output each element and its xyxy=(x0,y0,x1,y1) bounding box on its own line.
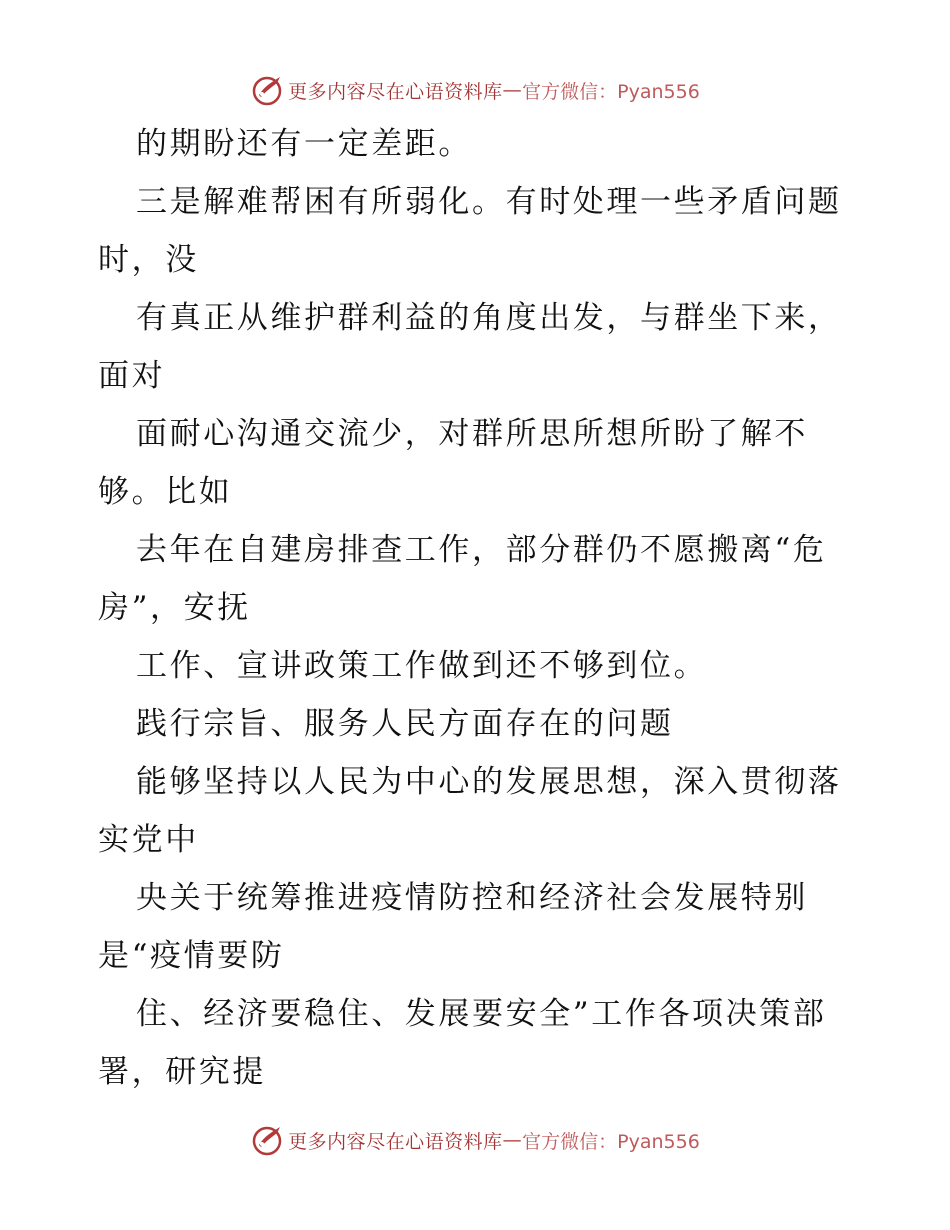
text-line: 面耐心沟通交流少，对群所思所想所盼了解不 xyxy=(136,416,808,452)
text-line: 工作、宣讲政策工作做到还不够到位。 xyxy=(136,648,708,684)
watermark-footer xyxy=(0,1120,950,1160)
text-line: 有真正从维护群利益的角度出发，与群坐下来， xyxy=(136,300,842,336)
text-line: 是“疫情要防 xyxy=(98,938,285,974)
text-line: 能够坚持以人民为中心的发展思想，深入贯彻落 xyxy=(136,764,842,800)
text-line: 房”，安抚 xyxy=(98,590,251,626)
watermark-site-text: 更多内容尽在心语资料库 xyxy=(288,1130,503,1153)
watermark-wechat-text: 官方微信：Pyan556 xyxy=(522,1130,700,1153)
text-line: 央关于统筹推进疫情防控和经济社会发展特别 xyxy=(136,880,808,916)
document-body xyxy=(98,115,858,1101)
text-line: 的期盼还有一定差距。 xyxy=(136,126,472,162)
watermark-header xyxy=(0,70,950,110)
text-line: 够。比如 xyxy=(98,474,233,510)
text-line: 住、经济要稳住、发展要安全”工作各项决策部 xyxy=(136,996,827,1032)
text-line: 面对 xyxy=(98,358,166,394)
pen-logo-icon xyxy=(250,1123,284,1157)
watermark-dash: — xyxy=(502,1129,523,1151)
text-line: 时，没 xyxy=(98,242,199,278)
text-line: 践行宗旨、服务人民方面存在的问题 xyxy=(136,706,674,742)
watermark-dash: — xyxy=(502,79,523,101)
watermark-wechat-text: 官方微信：Pyan556 xyxy=(522,80,700,103)
text-line: 署，研究提 xyxy=(98,1054,266,1090)
text-line: 实党中 xyxy=(98,822,199,858)
text-line: 三是解难帮困有所弱化。有时处理一些矛盾问题 xyxy=(136,184,842,220)
watermark-site-text: 更多内容尽在心语资料库 xyxy=(288,80,503,103)
pen-logo-icon xyxy=(250,73,284,107)
text-line: 去年在自建房排查工作，部分群仍不愿搬离“危 xyxy=(136,532,827,568)
